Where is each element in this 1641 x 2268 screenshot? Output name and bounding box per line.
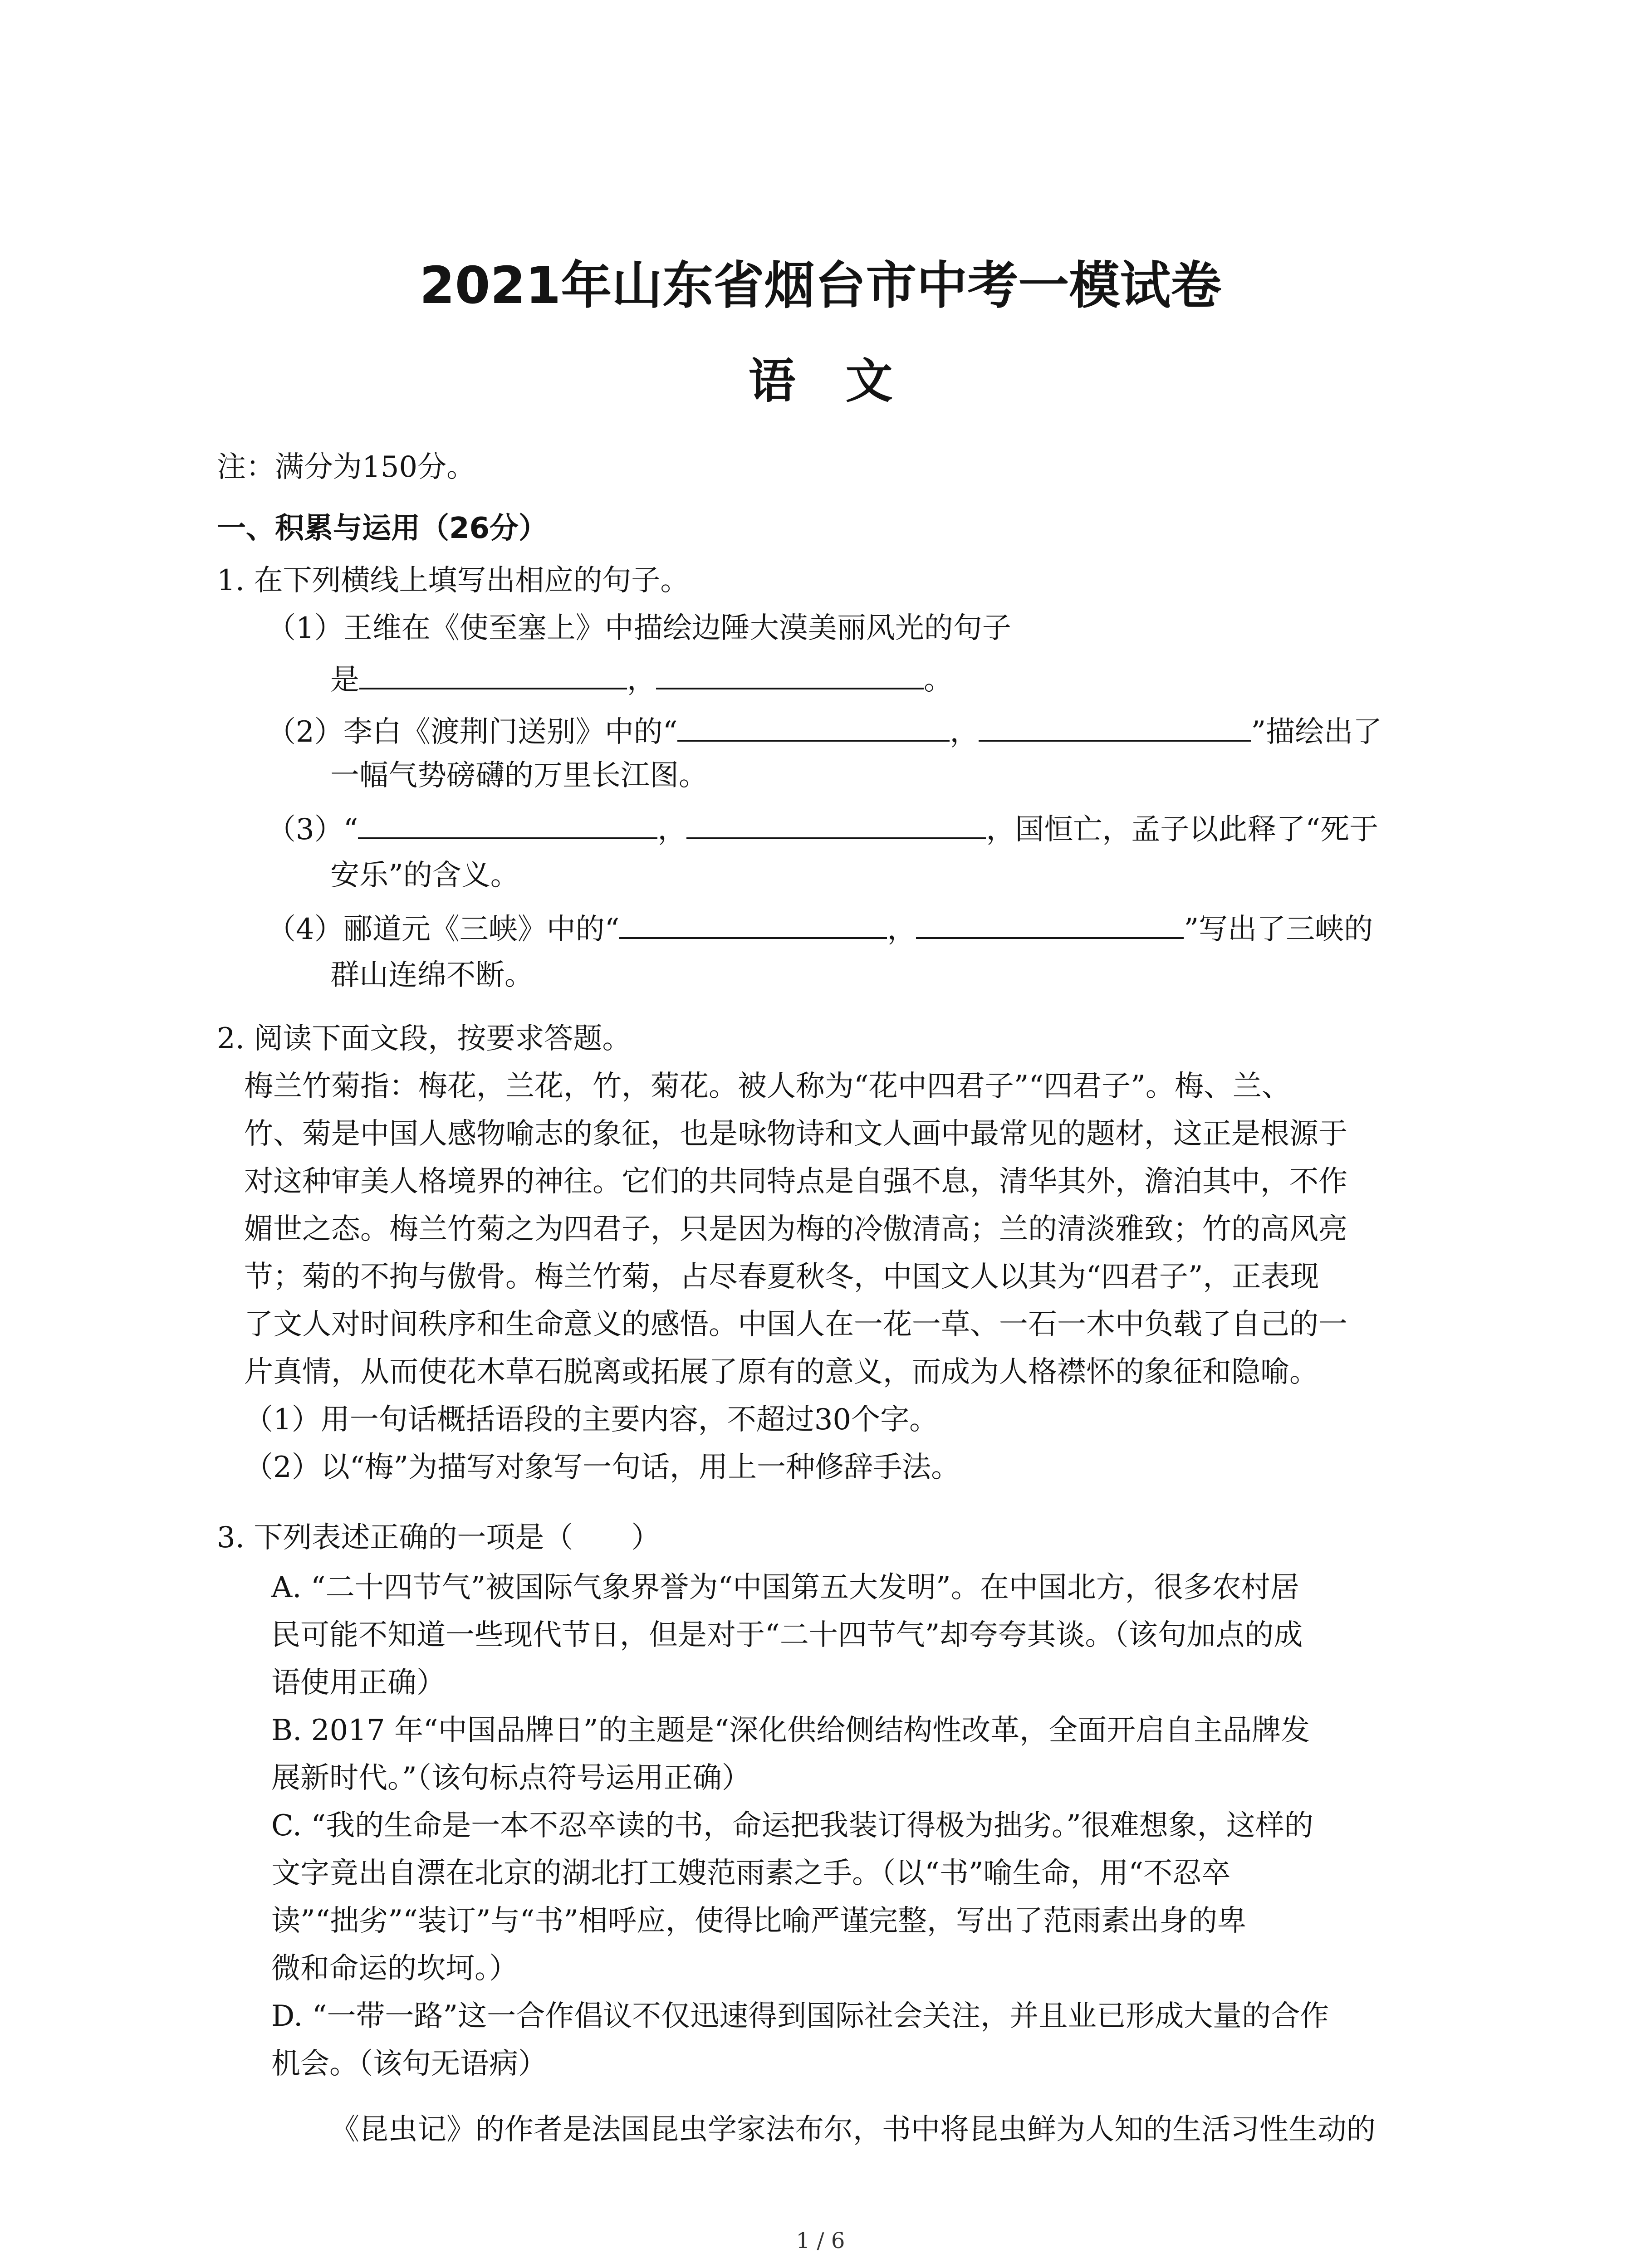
option-b-line: B. 2017 年“中国品牌日”的主题是“深化供给侧结构性改革，全面开启自主品牌发 [271, 1714, 1310, 1747]
q1-part4-line1 [267, 907, 1373, 950]
exam-title: 2021年山东省烟台市中考一模试卷 [419, 256, 1222, 315]
comma-text: ， [887, 913, 916, 946]
q1-part4-suffix: ”写出了三峡的 [1184, 913, 1373, 946]
option-a-line: A. “二十四节气”被国际气象界誉为“中国第五大发明”。在中国北方，很多农村居 [271, 1571, 1299, 1604]
period-text: 。 [924, 663, 953, 697]
passage-line: 节；菊的不拘与傲骨。梅兰竹菊，占尽春夏秋冬，中国文人以其为“四君子”，正表现 [244, 1260, 1319, 1294]
q1-part2-prefix: （2）李白《渡荆门送别》中的“ [267, 715, 678, 749]
comma-text: ， [657, 813, 687, 846]
q1-part1-line1: （1）王维在《使至塞上》中描绘边陲大漠美丽风光的句子 [267, 611, 1011, 645]
fill-blank[interactable] [359, 658, 627, 689]
fill-blank[interactable] [656, 658, 924, 689]
fill-blank[interactable] [358, 807, 657, 839]
page-number: 1 / 6 [796, 2228, 845, 2253]
q2-sub-question-1: （1）用一句话概括语段的主要内容，不超过30个字。 [244, 1403, 939, 1437]
passage-line: 对这种审美人格境界的神往。它们的共同特点是自强不息，清华其外，澹泊其中，不作 [244, 1165, 1347, 1198]
q2-sub-question-2: （2）以“梅”为描写对象写一句话，用上一种修辞手法。 [244, 1451, 960, 1484]
q1-part3-prefix: （3）“ [267, 813, 358, 846]
question-2-stem: 2. 阅读下面文段，按要求答题。 [217, 1022, 632, 1056]
fill-blank[interactable] [619, 907, 887, 939]
q1-part2-line1 [267, 710, 1382, 753]
q1-part3-suffix: ，国恒亡，孟子以此释了“死于 [986, 813, 1379, 846]
option-d-line: D. “一带一路”这一合作倡议不仅迅速得到国际社会关注，并且业已形成大量的合作 [271, 1999, 1329, 2033]
passage-line: 梅兰竹菊指：梅花，兰花，竹，菊花。被人称为“花中四君子”“四君子”。梅、兰、 [244, 1070, 1291, 1103]
option-d-line: 机会。（该句无语病） [271, 2047, 547, 2081]
q1-part4-line2: 群山连绵不断。 [330, 958, 534, 992]
q1-part2-line2: 一幅气势磅礴的万里长江图。 [330, 759, 708, 792]
q1-part4-prefix: （4）郦道元《三峡》中的“ [267, 913, 620, 946]
passage-line: 竹、菊是中国人感物喻志的象征，也是咏物诗和文人画中最常见的题材，这正是根源于 [244, 1117, 1347, 1151]
option-c-line: 微和命运的坎坷。） [271, 1952, 518, 1985]
option-c-line: 文字竟出自漂在北京的湖北打工嫂范雨素之手。（以“书”喻生命，用“不忍卒 [271, 1857, 1231, 1890]
fill-blank[interactable] [979, 710, 1251, 742]
q1-part2-suffix: ”描绘出了 [1251, 715, 1382, 749]
option-a-line: 民可能不知道一些现代节日，但是对于“二十四节气”却夸夸其谈。（该句加点的成 [271, 1618, 1303, 1652]
fill-blank[interactable] [677, 710, 950, 742]
option-a-line: 语使用正确） [271, 1666, 446, 1700]
passage-line: 媚世之态。梅兰竹菊之为四君子，只是因为梅的冷傲清高；兰的清淡雅致；竹的高风亮 [244, 1212, 1347, 1246]
section-heading: 一、积累与运用（26分） [217, 512, 548, 545]
option-c-line: 读”“拙劣”“装订”与“书”相呼应，使得比喻严谨完整，写出了范雨素出身的卑 [271, 1904, 1247, 1938]
score-note: 注：满分为150分。 [217, 450, 476, 484]
fill-blank[interactable] [916, 907, 1184, 939]
comma-text: ， [950, 715, 979, 749]
fill-blank[interactable] [686, 807, 986, 839]
option-b-line: 展新时代。”（该句标点符号运用正确） [271, 1761, 751, 1795]
subject-title: 语文 [748, 353, 943, 409]
q1-part1-prefix: 是 [330, 663, 359, 697]
question-3-stem: 3. 下列表述正确的一项是（ ） [217, 1521, 661, 1554]
option-c-line: C. “我的生命是一本不忍卒读的书，命运把我装订得极为拙劣。”很难想象，这样的 [271, 1809, 1313, 1843]
q1-part3-line1 [267, 807, 1378, 850]
passage-line: 了文人对时间秩序和生命意义的感悟。中国人在一花一草、一石一木中负载了自己的一 [244, 1308, 1347, 1341]
question-1-stem: 1. 在下列横线上填写出相应的句子。 [217, 564, 690, 597]
q1-part3-line2: 安乐”的含义。 [330, 859, 519, 892]
question-4-intro: 《昆虫记》的作者是法国昆虫学家法布尔，书中将昆虫鲜为人知的生活习性生动的 [330, 2113, 1376, 2146]
passage-line: 片真情，从而使花木草石脱离或拓展了原有的意义，而成为人格襟怀的象征和隐喻。 [244, 1355, 1318, 1389]
comma-text: ， [627, 663, 656, 697]
q1-part1-line2 [330, 658, 953, 700]
